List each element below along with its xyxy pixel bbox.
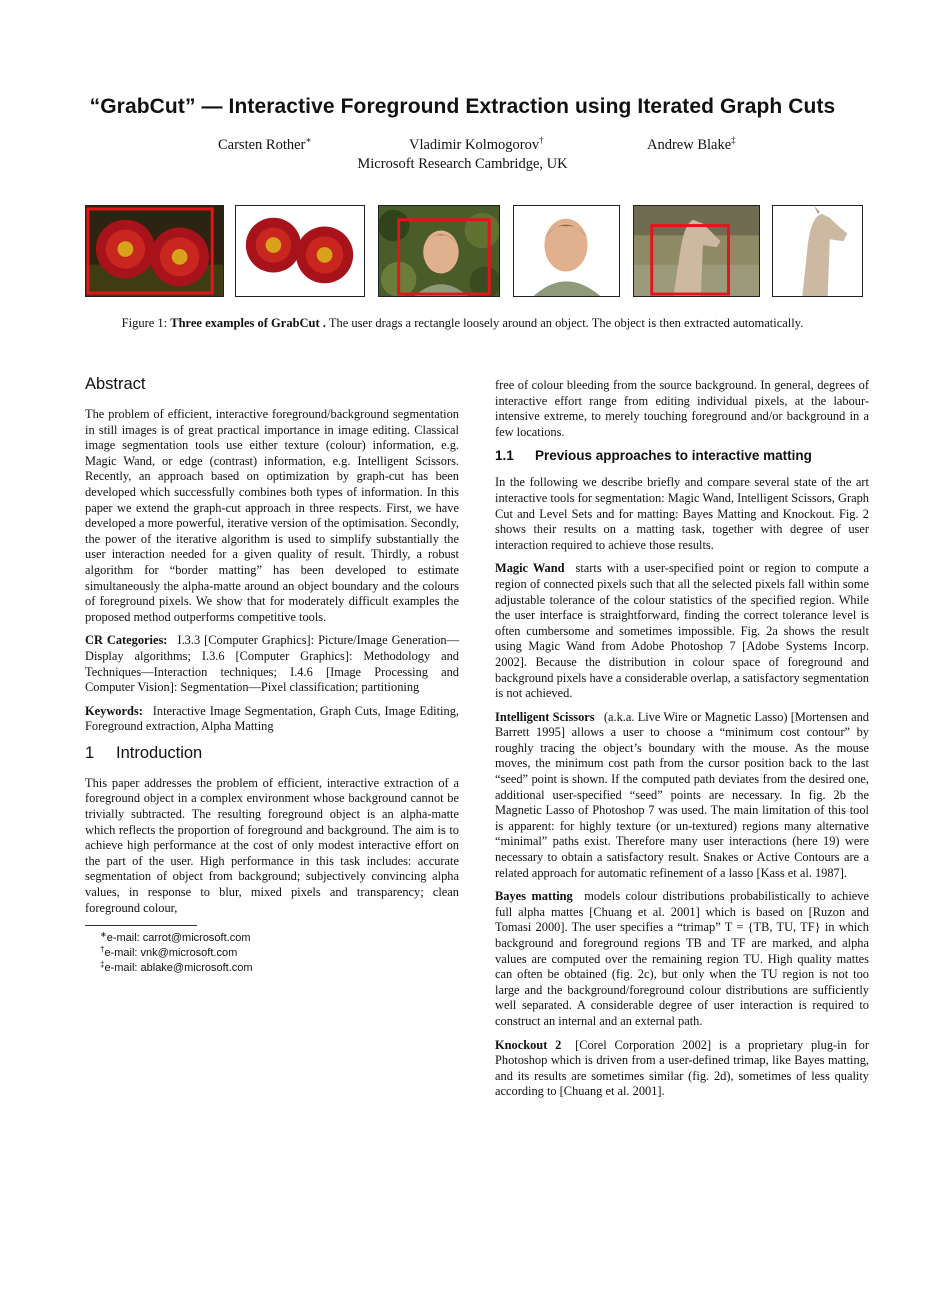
- keywords: Keywords: Interactive Image Segmentation, Graph Cuts, Image Editing, Foreground extraction, Alpha Matting: [85, 703, 459, 734]
- footnote-2: †e-mail: vnk@microsoft.com: [100, 945, 238, 960]
- figure-llama-result: [772, 205, 863, 297]
- right-column: [495, 378, 869, 1108]
- figure-caption: Figure 1: Three examples of GrabCut . The user drags a rectangle loosely around an object. The object is then extracted automatically.: [121, 316, 804, 330]
- footnote-divider: [85, 925, 197, 926]
- affiliation: Microsoft Research Cambridge, UK: [357, 156, 568, 172]
- subsection-heading: 1.1 Previous approaches to interactive matting: [495, 448, 812, 464]
- figure-llama-input: [633, 205, 760, 297]
- footnote-1: ∗e-mail: carrot@microsoft.com: [100, 930, 251, 945]
- figure-face-result: [513, 205, 620, 297]
- intro-heading: 1 Introduction: [85, 743, 203, 762]
- figure-face-input: [378, 205, 500, 297]
- left-column: [85, 374, 459, 976]
- figure-flowers-input: [85, 205, 224, 297]
- author-3: Andrew Blake‡: [647, 135, 736, 153]
- author-2: Vladimir Kolmogorov†: [409, 135, 544, 153]
- footnote-3: ‡e-mail: ablake@microsoft.com: [100, 960, 253, 975]
- paper-title: “GrabCut” — Interactive Foreground Extraction using Iterated Graph Cuts: [89, 95, 836, 118]
- para-knockout: Knockout 2 [Corel Corporation 2002] is a proprietary plug-in for Photoshop which is driven from a user-defined trimap, like Bayes matting, and its results are sometimes similar (fig. 2d), sometimes of less quality according to [Chuang et al. 2001].: [495, 1037, 870, 1099]
- para-bayes-matting: Bayes matting models colour distributions probabilistically to achieve full alpha mattes [Chuang et al. 2001] which is based on [Ruzon and Tomasi 2000]. The user specifies a “trimap” T = {TB, TU, TF} in which background and foreground regions TB and TF are marked, and alpha values are computed over the remaining region TU. High quality mattes can often be obtained (fig. 2c), but only when the TU region is not too large and the background/foreground colour distributions are sufficiently well separated. A considerable degree of user interaction is required to construct an internal and an external path.: [495, 889, 869, 1028]
- intro-continuation: free of colour bleeding from the source background. In general, degrees of interactive effort range from editing individual pixels, at the labour-intensive extreme, to merely touching foreground and/or background in a few locations.: [495, 378, 869, 439]
- para-magic-wand: Magic Wand starts with a user-specified point or region to compute a region of connected pixels such that all the selected pixels fall within some adjustable tolerance of the colour statistics of the specified region. While the user interface is straightforward, finding the correct tolerance level is often cumbersome and sometimes impossible. Fig. 2a shows the result using Magic Wand from Adobe Photoshop 7 [Adobe Systems Incorp. 2002]. Because the distribution in colour space of foreground and background pixels have a considerable overlap, a satisfactory segmentation is not achieved.: [495, 561, 869, 701]
- subsection-intro: In the following we describe briefly and compare several state of the art interactive tools for segmentation: Magic Wand, Intelligent Scissors, Graph Cut and Level Sets and for matting: Bayes Matting and Knockout. Fig. 2 shows their results on a matting task, together with degree of user interaction required to achieve those results.: [495, 475, 869, 552]
- author-1: Carsten Rother∗: [218, 135, 312, 153]
- abstract-text: The problem of efficient, interactive foreground/background segmentation in still images is of great practical importance in image editing. Classical image segmentation tools use either texture (colour) information, e.g. Magic Wand, or edge (contrast) information, e.g. Intelligent Scissors. Recently, an approach based on optimization by graph-cut has been developed which successfully combines both types of information. In this paper we extend the graph-cut approach in three respects. First, we have developed a more powerful, iterative version of the optimisation. Secondly, the power of the iterative algorithm is used to simplify substantially the user interaction needed for a given quality of result. Thirdly, a robust algorithm for “border matting” has been developed to estimate simultaneously the alpha-matte around an object boundary and the colours of foreground pixels. We show that for moderately difficult examples the proposed method outperforms competitive tools.: [85, 407, 459, 624]
- intro-text: This paper addresses the problem of efficient, interactive extraction of a foreground object in a complex environment whose background cannot be trivially subtracted. The resulting foreground object is an alpha-matte which reflects the proportion of foreground and background. The aim is to achieve high performance at the cost of only modest interactive effort on the part of the user. High performance in this task includes: accurate segmentation of object from background; subjectively convincing alpha values, in response to blur, mixed pixels and transparency; clean foreground colour,: [85, 775, 459, 915]
- para-intelligent-scissors: Intelligent Scissors (a.k.a. Live Wire or Magnetic Lasso) [Mortensen and Barrett 1995] allows a user to choose a “minimum cost contour” by roughly tracing the object’s boundary with the mouse. As the mouse moves, the minimum cost path from the cursor position back to the last “seed” point is shown. If the computed path deviates from the desired one, additional user-specified “seed” points are necessary. In fig. 2b the Magnetic Lasso of Photoshop 7 was used. The main limitation of this tool is apparent: for highly texture (or un-textured) regions many alternative “minimal” paths exist. Therefore many user interactions (here 19) were necessary to obtain a satisfactory result. Snakes or Active Contours are a related approach for automatic refinement of a lasso [Kass et al. 1987].: [495, 709, 869, 880]
- cr-categories: CR Categories: I.3.3 [Computer Graphics]: Picture/Image Generation—Display algorithms; I.3.6 [Computer Graphics]: Methodology and Techniques—Interaction techniques; I.4.6 [Image Processing and Computer Vision]: Segmentation—Pixel classification; partitioning: [85, 633, 460, 695]
- figure-flowers-result: [235, 205, 365, 297]
- abstract-heading: Abstract: [85, 375, 146, 393]
